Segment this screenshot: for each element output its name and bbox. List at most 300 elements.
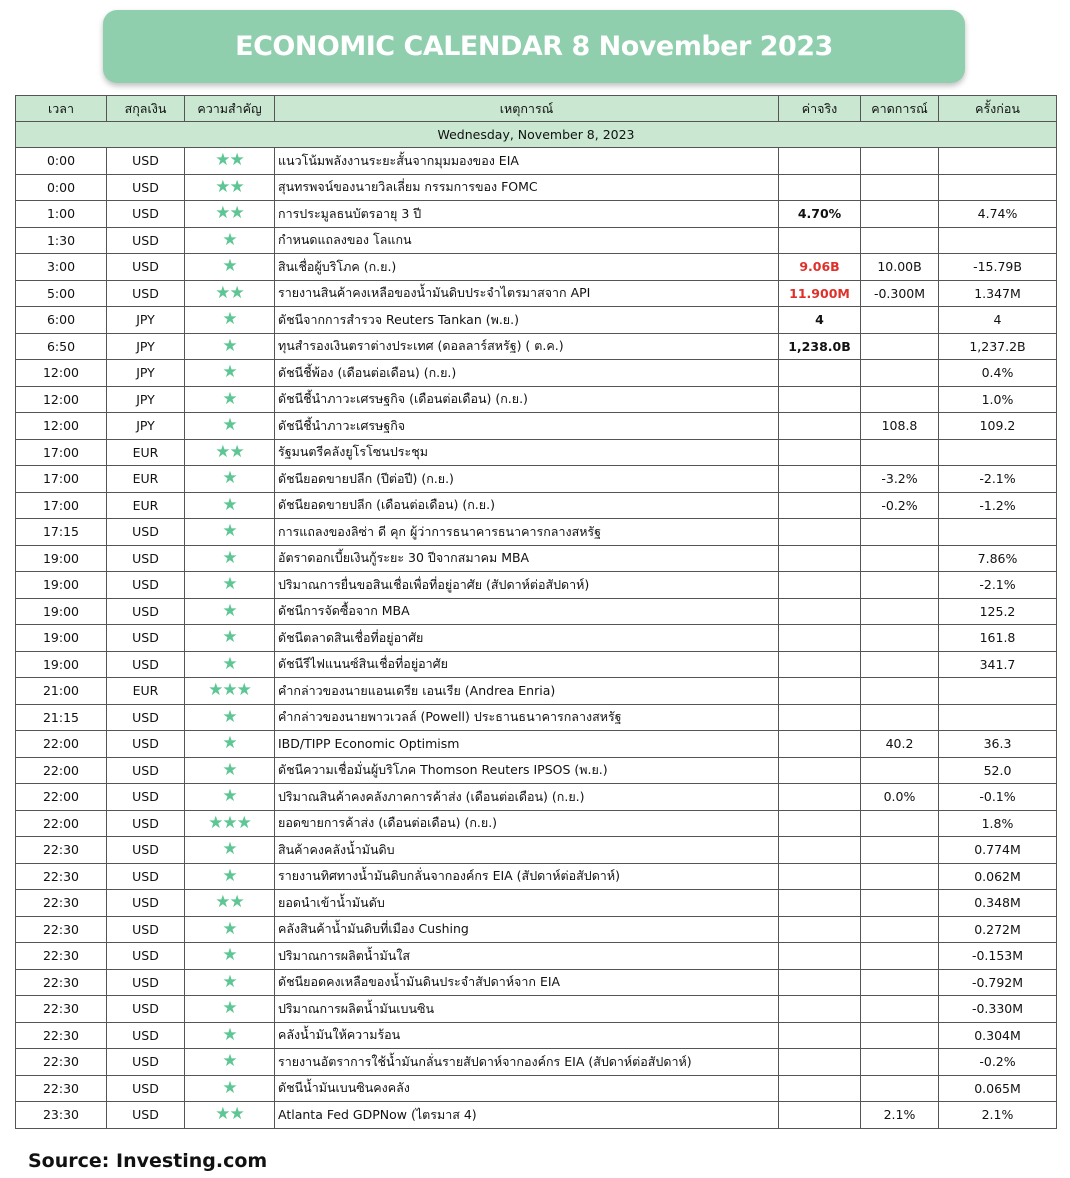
table-row <box>16 174 1057 201</box>
importance-cell <box>185 1022 275 1049</box>
currency-cell: EUR <box>107 492 185 519</box>
time-cell: 22:30 <box>16 969 107 996</box>
actual-cell: 4 <box>779 307 861 334</box>
previous-cell: -2.1% <box>939 466 1057 493</box>
actual-cell <box>779 492 861 519</box>
table-row <box>16 360 1057 387</box>
importance-cell <box>185 1102 275 1129</box>
event-cell: คำกล่าวของนายพาวเวลล์ (Powell) ประธานธนาคารกลางสหรัฐ <box>275 704 779 731</box>
table-row <box>16 254 1057 281</box>
previous-cell: -1.2% <box>939 492 1057 519</box>
currency-cell: USD <box>107 1049 185 1076</box>
star-icon: ★ <box>222 521 237 542</box>
table-row <box>16 890 1057 917</box>
star-icon: ★ <box>222 653 237 674</box>
currency-cell: USD <box>107 572 185 599</box>
forecast-cell: -0.300M <box>861 280 939 307</box>
time-cell: 19:00 <box>16 598 107 625</box>
previous-cell: 0.4% <box>939 360 1057 387</box>
previous-cell: 1.8% <box>939 810 1057 837</box>
date-row <box>16 122 1057 148</box>
time-cell: 22:30 <box>16 1022 107 1049</box>
previous-cell: 109.2 <box>939 413 1057 440</box>
actual-cell <box>779 545 861 572</box>
previous-cell: 341.7 <box>939 651 1057 678</box>
importance-cell <box>185 545 275 572</box>
event-cell: ยอดขายการค้าส่ง (เดือนต่อเดือน) (ก.ย.) <box>275 810 779 837</box>
actual-cell <box>779 916 861 943</box>
actual-cell: 11.900M <box>779 280 861 307</box>
previous-cell: 161.8 <box>939 625 1057 652</box>
header-forecast: คาดการณ์ <box>861 96 939 122</box>
actual-cell <box>779 810 861 837</box>
star-icon: ★ <box>222 468 237 489</box>
table-row <box>16 572 1057 599</box>
currency-cell: USD <box>107 254 185 281</box>
currency-cell: JPY <box>107 307 185 334</box>
forecast-cell: -0.2% <box>861 492 939 519</box>
actual-cell: 1,238.0B <box>779 333 861 360</box>
table-row <box>16 625 1057 652</box>
star-icon: ★ <box>222 839 237 860</box>
importance-cell <box>185 757 275 784</box>
previous-cell: 4.74% <box>939 201 1057 228</box>
actual-cell <box>779 519 861 546</box>
star-icon: ★★ <box>215 150 244 171</box>
time-cell: 12:00 <box>16 386 107 413</box>
event-cell: ปริมาณการยื่นขอสินเชื่อเพื่อที่อยู่อาศัย (สัปดาห์ต่อสัปดาห์) <box>275 572 779 599</box>
star-icon: ★★ <box>215 203 244 224</box>
forecast-cell <box>861 625 939 652</box>
time-cell: 22:30 <box>16 837 107 864</box>
previous-cell: 0.304M <box>939 1022 1057 1049</box>
currency-cell: EUR <box>107 466 185 493</box>
table-row <box>16 333 1057 360</box>
table-row <box>16 439 1057 466</box>
actual-cell <box>779 757 861 784</box>
time-cell: 23:30 <box>16 1102 107 1129</box>
time-cell: 0:00 <box>16 174 107 201</box>
importance-cell <box>185 227 275 254</box>
forecast-cell <box>861 598 939 625</box>
currency-cell: USD <box>107 227 185 254</box>
table-row <box>16 1022 1057 1049</box>
event-cell: ดัชนียอดขายปลีก (ปีต่อปี) (ก.ย.) <box>275 466 779 493</box>
event-cell: กำหนดแถลงของ โลแกน <box>275 227 779 254</box>
actual-cell <box>779 890 861 917</box>
table-row <box>16 996 1057 1023</box>
event-cell: การแถลงของลิซ่า ดี คุก ผู้ว่าการธนาคารธนาคารกลางสหรัฐ <box>275 519 779 546</box>
time-cell: 1:00 <box>16 201 107 228</box>
currency-cell: USD <box>107 704 185 731</box>
actual-cell <box>779 386 861 413</box>
previous-cell: 0.774M <box>939 837 1057 864</box>
currency-cell: USD <box>107 201 185 228</box>
forecast-cell <box>861 572 939 599</box>
time-cell: 22:00 <box>16 757 107 784</box>
time-cell: 21:00 <box>16 678 107 705</box>
star-icon: ★ <box>222 547 237 568</box>
forecast-cell <box>861 307 939 334</box>
event-cell: ดัชนีชี้นำภาวะเศรษฐกิจ <box>275 413 779 440</box>
event-cell: คลังน้ำมันให้ความร้อน <box>275 1022 779 1049</box>
star-icon: ★ <box>222 865 237 886</box>
star-icon: ★ <box>222 335 237 356</box>
table-row <box>16 227 1057 254</box>
time-cell: 3:00 <box>16 254 107 281</box>
event-cell: ทุนสำรองเงินตราต่างประเทศ (ดอลลาร์สหรัฐ) ( ต.ค.) <box>275 333 779 360</box>
importance-cell <box>185 360 275 387</box>
previous-cell: -0.330M <box>939 996 1057 1023</box>
event-cell: แนวโน้มพลังงานระยะสั้นจากมุมมองของ EIA <box>275 148 779 175</box>
importance-cell <box>185 280 275 307</box>
time-cell: 22:00 <box>16 810 107 837</box>
actual-cell <box>779 943 861 970</box>
table-row <box>16 943 1057 970</box>
currency-cell: JPY <box>107 333 185 360</box>
previous-cell: 0.065M <box>939 1075 1057 1102</box>
importance-cell <box>185 969 275 996</box>
currency-cell: USD <box>107 943 185 970</box>
time-cell: 17:00 <box>16 492 107 519</box>
header-row <box>16 96 1057 122</box>
forecast-cell: 108.8 <box>861 413 939 440</box>
table-row <box>16 837 1057 864</box>
star-icon: ★ <box>222 786 237 807</box>
calendar-table <box>15 95 1057 1129</box>
event-cell: ดัชนีความเชื่อมั่นผู้บริโภค Thomson Reuters IPSOS (พ.ย.) <box>275 757 779 784</box>
previous-cell <box>939 148 1057 175</box>
table-row <box>16 678 1057 705</box>
forecast-cell <box>861 837 939 864</box>
previous-cell: 52.0 <box>939 757 1057 784</box>
importance-cell <box>185 307 275 334</box>
header-importance: ความสำคัญ <box>185 96 275 122</box>
star-icon: ★ <box>222 574 237 595</box>
table-row <box>16 413 1057 440</box>
event-cell: คำกล่าวของนายแอนเดรีย เอนเรีย (Andrea Enria) <box>275 678 779 705</box>
actual-cell: 4.70% <box>779 201 861 228</box>
star-icon: ★ <box>222 600 237 621</box>
star-icon: ★★ <box>215 441 244 462</box>
forecast-cell <box>861 1075 939 1102</box>
forecast-cell <box>861 810 939 837</box>
forecast-cell <box>861 916 939 943</box>
previous-cell: 2.1% <box>939 1102 1057 1129</box>
star-icon: ★ <box>222 229 237 250</box>
time-cell: 6:50 <box>16 333 107 360</box>
currency-cell: USD <box>107 996 185 1023</box>
event-cell: รายงานอัตราการใช้น้ำมันกลั่นรายสัปดาห์จากองค์กร EIA (สัปดาห์ต่อสัปดาห์) <box>275 1049 779 1076</box>
table-row <box>16 466 1057 493</box>
table-row <box>16 1075 1057 1102</box>
forecast-cell: 0.0% <box>861 784 939 811</box>
star-icon: ★ <box>222 706 237 727</box>
importance-cell <box>185 201 275 228</box>
forecast-cell <box>861 704 939 731</box>
event-cell: รัฐมนตรีคลังยูโรโซนประชุม <box>275 439 779 466</box>
currency-cell: USD <box>107 598 185 625</box>
actual-cell <box>779 174 861 201</box>
importance-cell <box>185 731 275 758</box>
currency-cell: USD <box>107 757 185 784</box>
previous-cell: 1,237.2B <box>939 333 1057 360</box>
previous-cell: 0.272M <box>939 916 1057 943</box>
event-cell: ปริมาณการผลิตน้ำมันใส <box>275 943 779 970</box>
previous-cell: 0.348M <box>939 890 1057 917</box>
star-icon: ★ <box>222 415 237 436</box>
currency-cell: USD <box>107 1102 185 1129</box>
time-cell: 17:00 <box>16 466 107 493</box>
importance-cell <box>185 572 275 599</box>
table-row <box>16 280 1057 307</box>
event-cell: ดัชนียอดคงเหลือของน้ำมันดินประจำสัปดาห์จาก EIA <box>275 969 779 996</box>
star-icon: ★ <box>222 494 237 515</box>
star-icon: ★ <box>222 309 237 330</box>
forecast-cell <box>861 1022 939 1049</box>
event-cell: ดัชนีน้ำมันเบนซินคงคลัง <box>275 1075 779 1102</box>
forecast-cell <box>861 148 939 175</box>
header-event: เหตุการณ์ <box>275 96 779 122</box>
time-cell: 19:00 <box>16 651 107 678</box>
importance-cell <box>185 916 275 943</box>
event-cell: Atlanta Fed GDPNow (ไตรมาส 4) <box>275 1102 779 1129</box>
time-cell: 22:00 <box>16 784 107 811</box>
star-icon: ★ <box>222 998 237 1019</box>
forecast-cell <box>861 863 939 890</box>
actual-cell <box>779 1102 861 1129</box>
previous-cell: 36.3 <box>939 731 1057 758</box>
previous-cell: 4 <box>939 307 1057 334</box>
star-icon: ★ <box>222 1024 237 1045</box>
time-cell: 22:30 <box>16 1049 107 1076</box>
event-cell: รายงานสินค้าคงเหลือของน้ำมันดิบประจำไตรมาสจาก API <box>275 280 779 307</box>
event-cell: IBD/TIPP Economic Optimism <box>275 731 779 758</box>
event-cell: สินเชื่อผู้บริโภค (ก.ย.) <box>275 254 779 281</box>
currency-cell: USD <box>107 969 185 996</box>
actual-cell <box>779 439 861 466</box>
previous-cell: -0.1% <box>939 784 1057 811</box>
actual-cell <box>779 1022 861 1049</box>
previous-cell: -0.2% <box>939 1049 1057 1076</box>
star-icon: ★ <box>222 388 237 409</box>
currency-cell: USD <box>107 1075 185 1102</box>
forecast-cell: 10.00B <box>861 254 939 281</box>
previous-cell: -0.792M <box>939 969 1057 996</box>
currency-cell: JPY <box>107 413 185 440</box>
currency-cell: USD <box>107 625 185 652</box>
time-cell: 21:15 <box>16 704 107 731</box>
importance-cell <box>185 333 275 360</box>
header-time: เวลา <box>16 96 107 122</box>
importance-cell <box>185 174 275 201</box>
event-cell: ดัชนีจากการสำรวจ Reuters Tankan (พ.ย.) <box>275 307 779 334</box>
importance-cell <box>185 890 275 917</box>
event-cell: สุนทรพจน์ของนายวิลเลี่ยม กรรมการของ FOMC <box>275 174 779 201</box>
actual-cell <box>779 572 861 599</box>
table-row <box>16 598 1057 625</box>
time-cell: 22:30 <box>16 996 107 1023</box>
actual-cell <box>779 1075 861 1102</box>
importance-cell <box>185 784 275 811</box>
actual-cell <box>779 704 861 731</box>
source-note: Source: Investing.com <box>28 1150 268 1172</box>
forecast-cell: 40.2 <box>861 731 939 758</box>
previous-cell: -0.153M <box>939 943 1057 970</box>
page-title: ECONOMIC CALENDAR 8 November 2023 <box>235 31 833 62</box>
currency-cell: USD <box>107 731 185 758</box>
currency-cell: USD <box>107 810 185 837</box>
currency-cell: USD <box>107 1022 185 1049</box>
time-cell: 12:00 <box>16 413 107 440</box>
importance-cell <box>185 466 275 493</box>
actual-cell <box>779 651 861 678</box>
previous-cell: 1.347M <box>939 280 1057 307</box>
star-icon: ★ <box>222 627 237 648</box>
table-row <box>16 1049 1057 1076</box>
forecast-cell <box>861 890 939 917</box>
importance-cell <box>185 386 275 413</box>
date-label: Wednesday, November 8, 2023 <box>16 122 1057 148</box>
currency-cell: USD <box>107 545 185 572</box>
actual-cell <box>779 625 861 652</box>
star-icon: ★ <box>222 362 237 383</box>
actual-cell <box>779 227 861 254</box>
currency-cell: USD <box>107 280 185 307</box>
previous-cell <box>939 439 1057 466</box>
importance-cell <box>185 810 275 837</box>
star-icon: ★ <box>222 759 237 780</box>
event-cell: ดัชนีชี้พ้อง (เดือนต่อเดือน) (ก.ย.) <box>275 360 779 387</box>
actual-cell <box>779 969 861 996</box>
actual-cell <box>779 996 861 1023</box>
previous-cell: -2.1% <box>939 572 1057 599</box>
star-icon: ★ <box>222 1051 237 1072</box>
forecast-cell: -3.2% <box>861 466 939 493</box>
star-icon: ★★ <box>215 892 244 913</box>
time-cell: 5:00 <box>16 280 107 307</box>
previous-cell <box>939 678 1057 705</box>
importance-cell <box>185 519 275 546</box>
time-cell: 22:30 <box>16 890 107 917</box>
table-row <box>16 784 1057 811</box>
table-row <box>16 757 1057 784</box>
currency-cell: USD <box>107 837 185 864</box>
currency-cell: USD <box>107 519 185 546</box>
event-cell: ดัชนีชี้นำภาวะเศรษฐกิจ (เดือนต่อเดือน) (ก.ย.) <box>275 386 779 413</box>
previous-cell <box>939 174 1057 201</box>
importance-cell <box>185 439 275 466</box>
actual-cell <box>779 148 861 175</box>
star-icon: ★ <box>222 256 237 277</box>
previous-cell: 0.062M <box>939 863 1057 890</box>
event-cell: ปริมาณสินค้าคงคลังภาคการค้าส่ง (เดือนต่อเดือน) (ก.ย.) <box>275 784 779 811</box>
time-cell: 22:30 <box>16 1075 107 1102</box>
forecast-cell <box>861 545 939 572</box>
event-cell: สินค้าคงคลังน้ำมันดิบ <box>275 837 779 864</box>
actual-cell <box>779 360 861 387</box>
forecast-cell <box>861 519 939 546</box>
previous-cell: -15.79B <box>939 254 1057 281</box>
currency-cell: USD <box>107 148 185 175</box>
event-cell: คลังสินค้าน้ำมันดิบที่เมือง Cushing <box>275 916 779 943</box>
table-row <box>16 307 1057 334</box>
header-actual: ค่าจริง <box>779 96 861 122</box>
currency-cell: EUR <box>107 439 185 466</box>
time-cell: 22:30 <box>16 916 107 943</box>
event-cell: ดัชนีตลาดสินเชื่อที่อยู่อาศัย <box>275 625 779 652</box>
time-cell: 22:30 <box>16 863 107 890</box>
previous-cell <box>939 519 1057 546</box>
actual-cell <box>779 863 861 890</box>
table-row <box>16 201 1057 228</box>
importance-cell <box>185 943 275 970</box>
star-icon: ★★★ <box>208 812 251 833</box>
table-row <box>16 916 1057 943</box>
title-banner <box>103 10 965 83</box>
header-currency: สกุลเงิน <box>107 96 185 122</box>
table-row <box>16 863 1057 890</box>
event-cell: ดัชนีการจัดซื้อจาก MBA <box>275 598 779 625</box>
time-cell: 0:00 <box>16 148 107 175</box>
table-row <box>16 810 1057 837</box>
star-icon: ★ <box>222 971 237 992</box>
table-row <box>16 545 1057 572</box>
event-cell: ปริมาณการผลิตน้ำมันเบนซิน <box>275 996 779 1023</box>
forecast-cell <box>861 678 939 705</box>
star-icon: ★ <box>222 945 237 966</box>
importance-cell <box>185 148 275 175</box>
importance-cell <box>185 1075 275 1102</box>
forecast-cell <box>861 1049 939 1076</box>
event-cell: การประมูลธนบัตรอายุ 3 ปี <box>275 201 779 228</box>
forecast-cell <box>861 386 939 413</box>
forecast-cell <box>861 651 939 678</box>
event-cell: ยอดนำเข้าน้ำมันดับ <box>275 890 779 917</box>
time-cell: 17:15 <box>16 519 107 546</box>
importance-cell <box>185 1049 275 1076</box>
star-icon: ★ <box>222 918 237 939</box>
time-cell: 22:00 <box>16 731 107 758</box>
table-row <box>16 704 1057 731</box>
forecast-cell <box>861 360 939 387</box>
star-icon: ★ <box>222 1077 237 1098</box>
actual-cell <box>779 837 861 864</box>
actual-cell <box>779 784 861 811</box>
table-row <box>16 731 1057 758</box>
time-cell: 17:00 <box>16 439 107 466</box>
forecast-cell <box>861 201 939 228</box>
forecast-cell <box>861 333 939 360</box>
currency-cell: USD <box>107 651 185 678</box>
importance-cell <box>185 651 275 678</box>
forecast-cell <box>861 969 939 996</box>
table-row <box>16 651 1057 678</box>
star-icon: ★★ <box>215 282 244 303</box>
event-cell: ดัชนียอดขายปลีก (เดือนต่อเดือน) (ก.ย.) <box>275 492 779 519</box>
currency-cell: USD <box>107 863 185 890</box>
importance-cell <box>185 598 275 625</box>
actual-cell <box>779 598 861 625</box>
previous-cell <box>939 227 1057 254</box>
event-cell: รายงานทิศทางน้ำมันดิบกลั่นจากองค์กร EIA (สัปดาห์ต่อสัปดาห์) <box>275 863 779 890</box>
currency-cell: USD <box>107 784 185 811</box>
star-icon: ★★ <box>215 176 244 197</box>
actual-cell <box>779 466 861 493</box>
star-icon: ★★★ <box>208 680 251 701</box>
actual-cell <box>779 1049 861 1076</box>
time-cell: 12:00 <box>16 360 107 387</box>
